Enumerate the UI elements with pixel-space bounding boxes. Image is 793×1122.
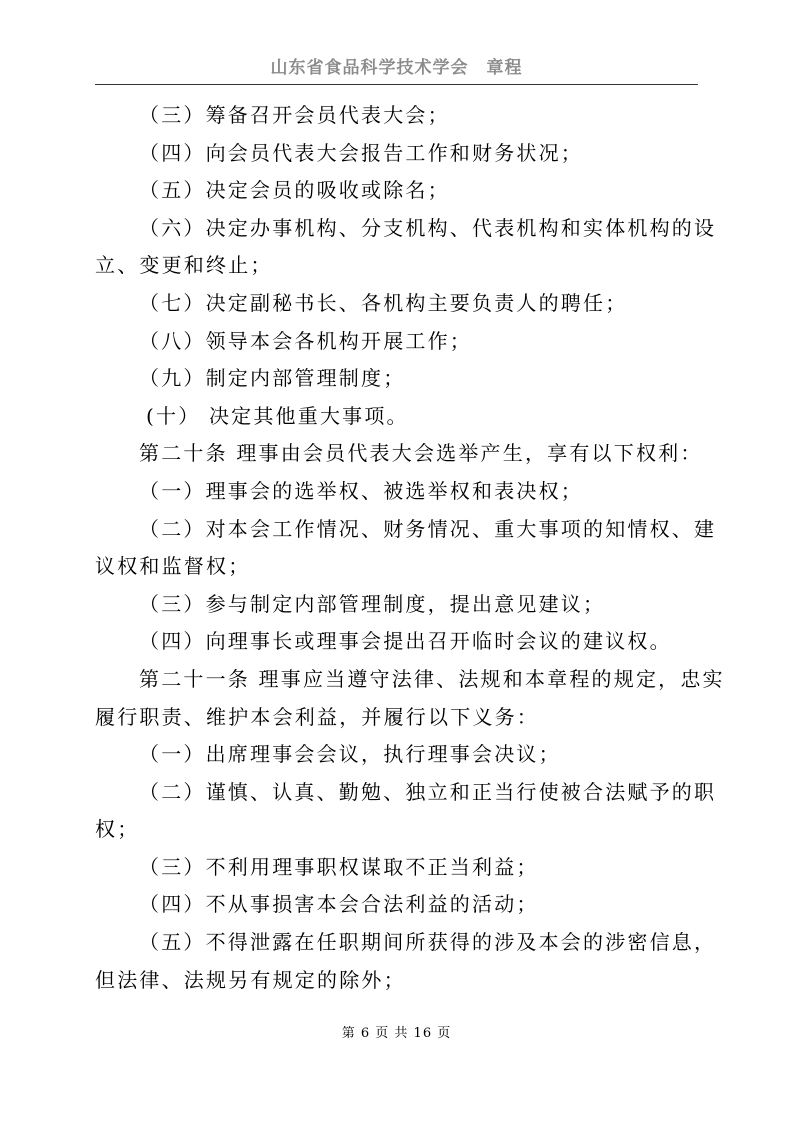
paragraph-line: （二）对本会工作情况、财务情况、重大事项的知情权、建 <box>139 516 717 541</box>
paragraph-line: （五）不得泄露在任职期间所获得的涉及本会的涉密信息， <box>139 930 717 955</box>
paragraph-line: 权； <box>95 817 140 842</box>
paragraph-line: 但法律、法规另有规定的除外； <box>95 967 406 992</box>
page-number: 第 6 页 共 16 页 <box>341 1026 452 1041</box>
article-heading-line: 第二十条 理事由会员代表大会选举产生，享有以下权利： <box>139 441 703 466</box>
paragraph-line: （三）不利用理事职权谋取不正当利益； <box>139 854 539 879</box>
article-heading-line: 第二十一条 理事应当遵守法律、法规和本章程的规定，忠实 <box>139 666 725 691</box>
header-doc-title: 章程 <box>486 58 523 78</box>
page-header <box>95 58 698 85</box>
paragraph-line: （七）决定副秘书长、各机构主要负责人的聘任； <box>139 290 628 315</box>
paragraph-line: 立、变更和终止； <box>95 253 273 278</box>
paragraph-line: 议权和监督权； <box>95 554 251 579</box>
paragraph-line: （三）筹备召开会员代表大会； <box>139 103 450 127</box>
paragraph-line: （九）制定内部管理制度； <box>139 366 406 391</box>
paragraph-line: （三）参与制定内部管理制度，提出意见建议； <box>139 591 606 616</box>
paragraph-line: （四）向会员代表大会报告工作和财务状况； <box>139 140 583 165</box>
paragraph-line: （四）向理事长或理事会提出召开临时会议的建议权。 <box>139 629 672 654</box>
document-body <box>95 97 725 999</box>
paragraph-line: （四）不从事损害本会合法利益的活动； <box>139 892 539 917</box>
paragraph-line: （二）谨慎、认真、勤勉、独立和正当行使被合法赋予的职 <box>139 779 717 804</box>
paragraph-line: （八）领导本会各机构开展工作； <box>139 328 472 353</box>
paragraph-line: （六）决定办事机构、分支机构、代表机构和实体机构的设 <box>139 215 717 240</box>
paragraph-line: 履行职责、维护本会利益，并履行以下义务： <box>95 704 539 729</box>
paragraph-line: （一）出席理事会会议，执行理事会决议； <box>139 742 561 767</box>
paragraph-line: (十） 决定其他重大事项。 <box>146 403 409 428</box>
paragraph-line: （一）理事会的选举权、被选举权和表决权； <box>139 478 583 503</box>
paragraph-line: （五）决定会员的吸收或除名； <box>139 178 450 203</box>
header-org-name: 山东省食品科学技术学会 <box>270 58 469 78</box>
